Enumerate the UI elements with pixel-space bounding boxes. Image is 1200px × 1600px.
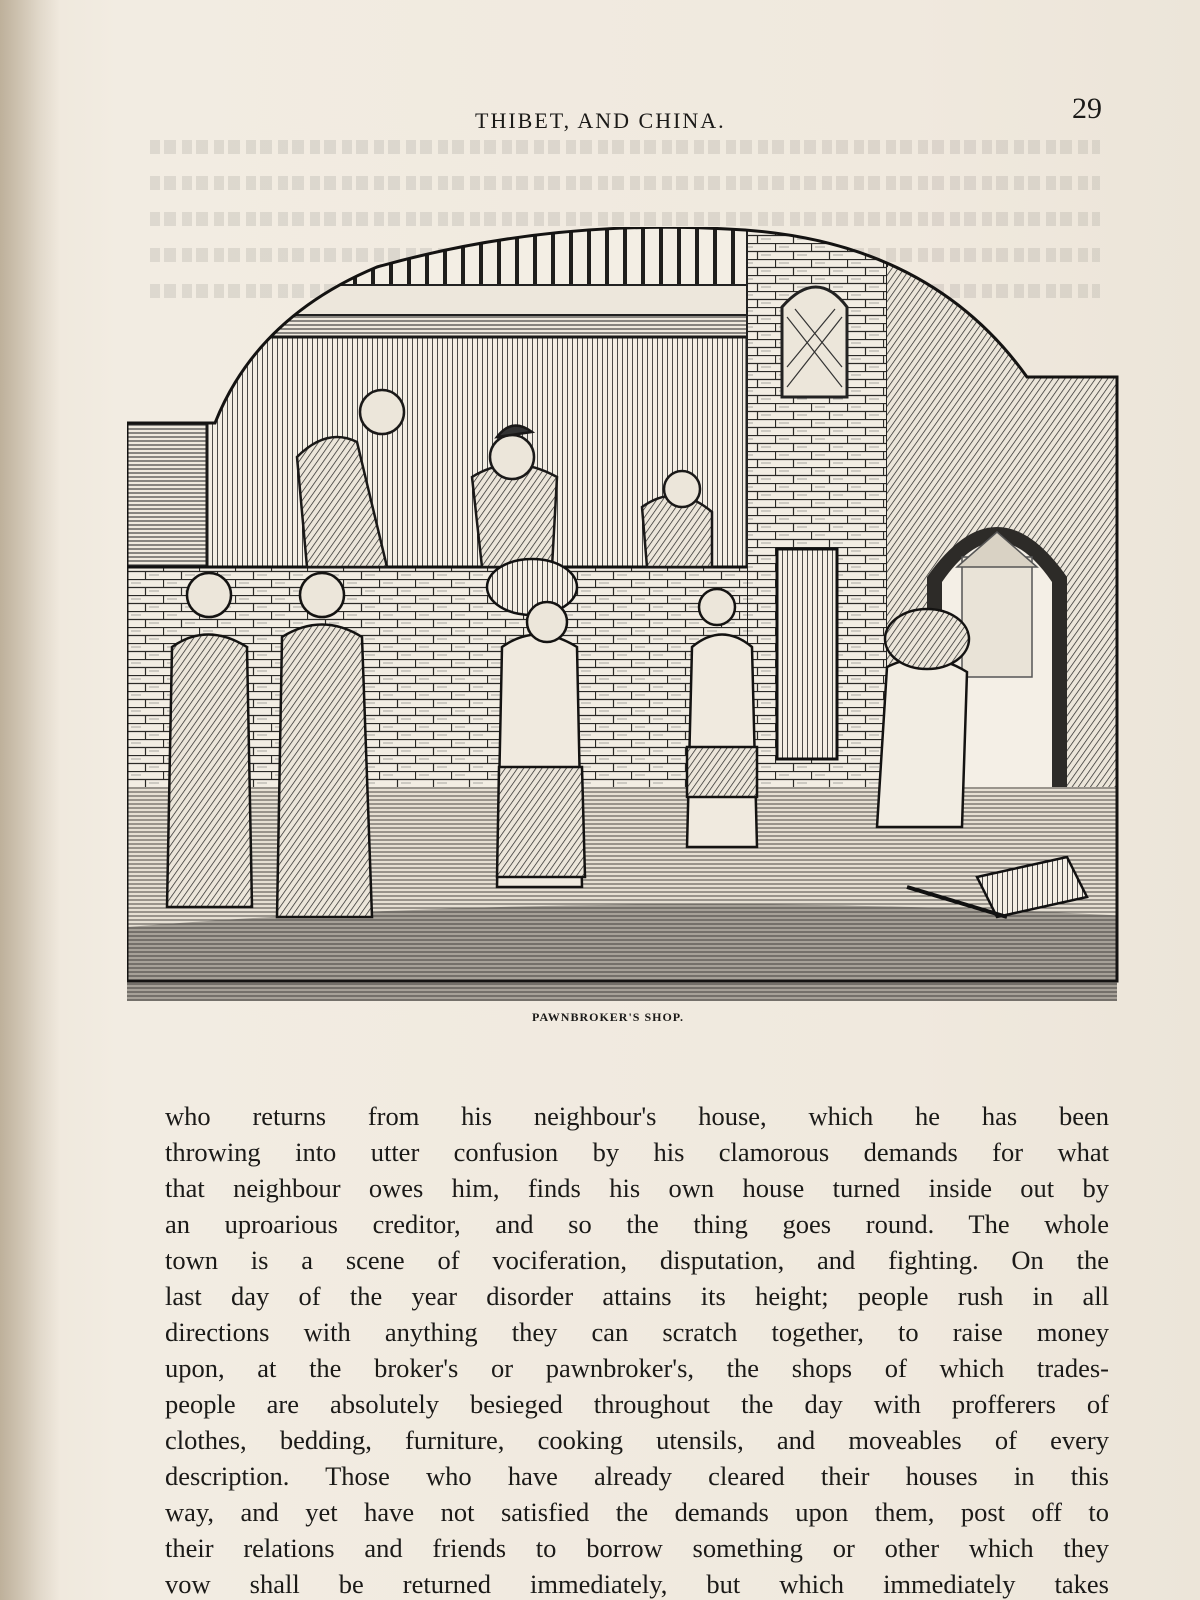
text-line: who returns from his neighbour's house, which he has been xyxy=(165,1101,1109,1131)
text-line: vow shall be returned immediately, but which immediately takes xyxy=(165,1569,1109,1599)
text-line: description. Those who have already cleared their houses in this xyxy=(165,1461,1109,1491)
gutter-shadow xyxy=(0,0,60,1600)
pawnbroker-shop-engraving xyxy=(127,227,1145,1001)
body-text xyxy=(165,1098,1109,1600)
running-head: THIBET, AND CHINA. xyxy=(475,108,726,133)
page-number: 29 xyxy=(1072,92,1102,125)
illustration-caption: PAWNBROKER'S SHOP. xyxy=(532,1010,685,1024)
text-line: that neighbour owes him, finds his own house turned inside out by xyxy=(165,1173,1109,1203)
text-line: clothes, bedding, furniture, cooking utensils, and moveables of every xyxy=(165,1425,1109,1455)
text-line: way, and yet have not satisfied the demands upon them, post off to xyxy=(165,1497,1109,1527)
text-line: an uproarious creditor, and so the thing goes round. The whole xyxy=(165,1209,1109,1239)
text-line: their relations and friends to borrow something or other which they xyxy=(165,1533,1109,1563)
text-line: town is a scene of vociferation, disputation, and fighting. On the xyxy=(165,1245,1109,1275)
text-line: throwing into utter confusion by his clamorous demands for what xyxy=(165,1137,1109,1167)
text-line: people are absolutely besieged throughout the day with profferers of xyxy=(165,1389,1109,1419)
text-line: directions with anything they can scratch together, to raise money xyxy=(165,1317,1109,1347)
text-line: last day of the year disorder attains its height; people rush in all xyxy=(165,1281,1109,1311)
text-line: upon, at the broker's or pawnbroker's, the shops of which trades- xyxy=(165,1353,1109,1383)
